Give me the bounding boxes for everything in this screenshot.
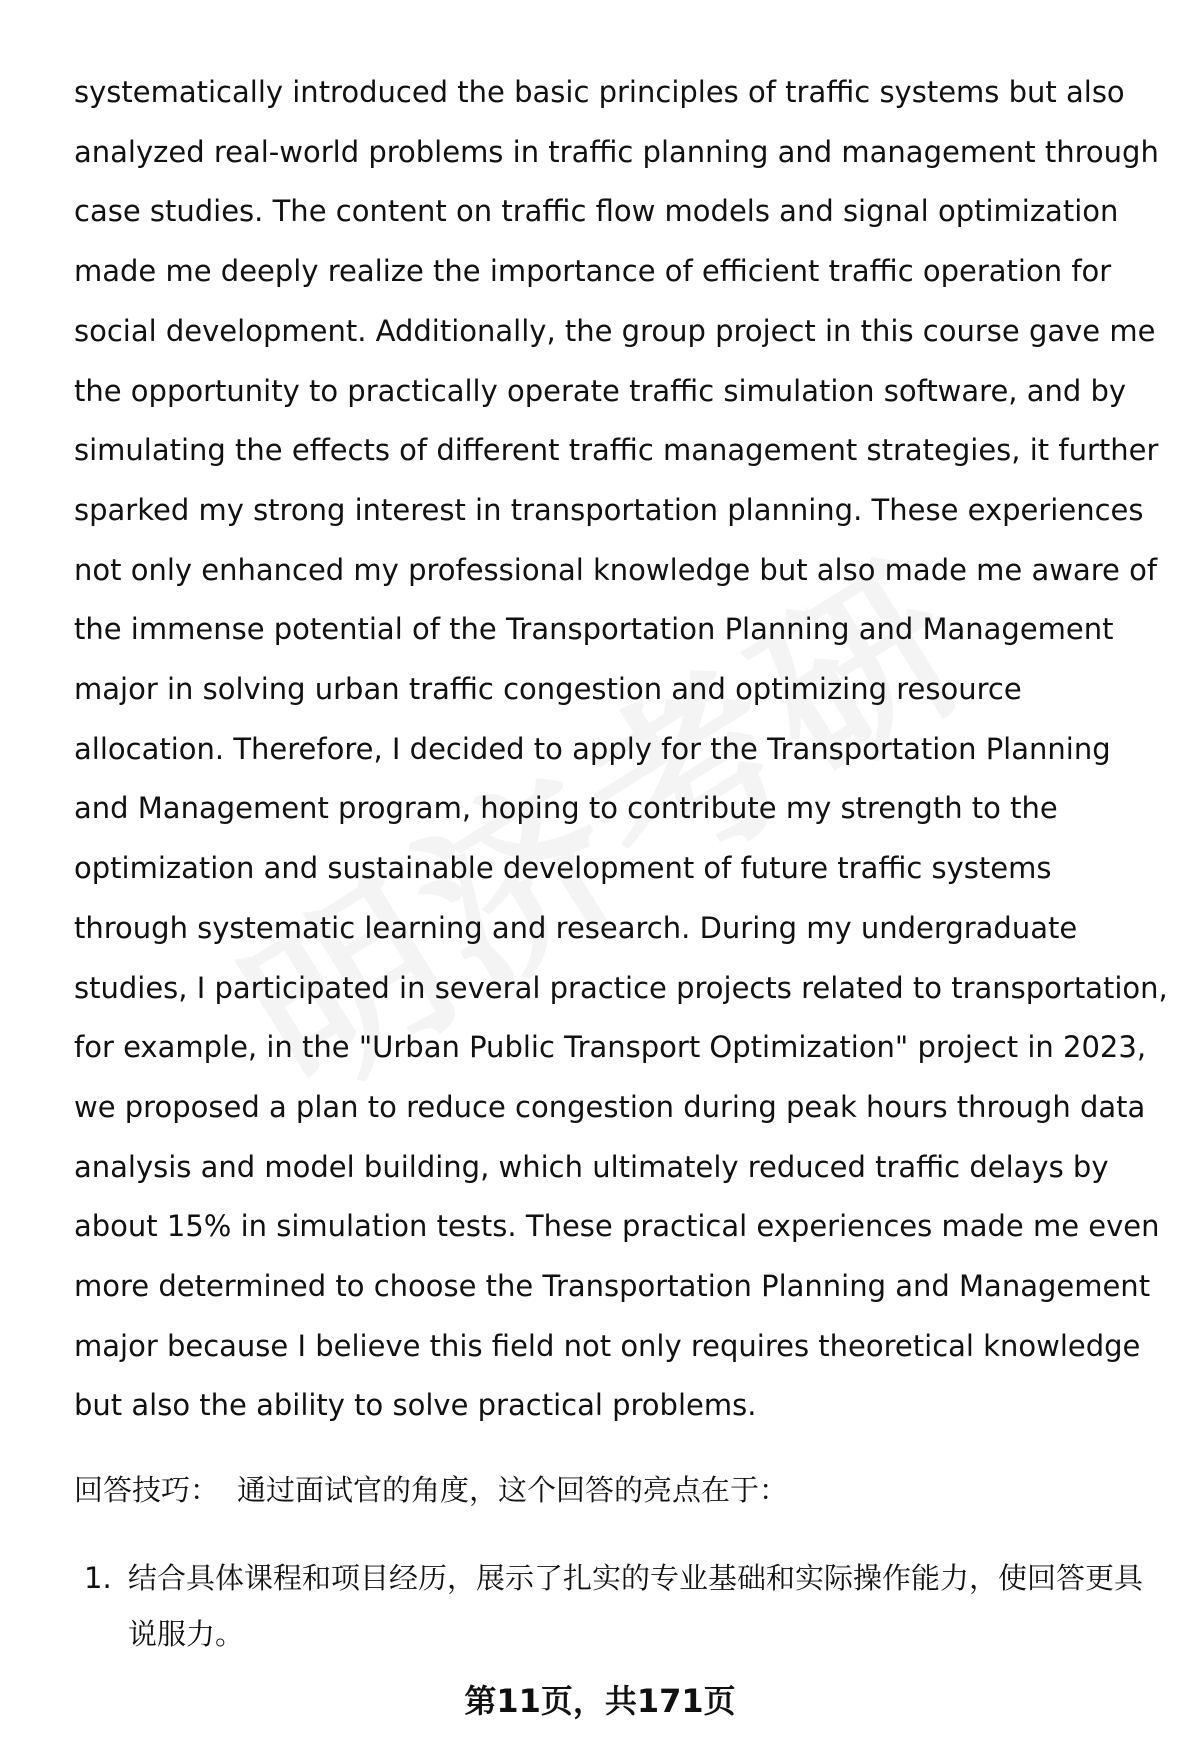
- body-paragraph: systematically introduced the basic principles of traffic systems but also analyzed real-world problems in traffic planning and management through case studies. The content on traffic flow models and signal optimization made me deeply realize the importance of efficient traffic operation for social development. Additionally, the group project in this course gave me the opportunity to practically operate traffic simulation software, and by simulating the effects of different traffic management strategies, it further sparked my strong interest in transportation planning. These experiences not only enhanced my professional knowledge but also made me aware of the immense potential of the Transportation Planning and Management major in solving urban traffic congestion and optimizing resource allocation. Therefore, I decided to apply for the Transportation Planning and Management program, hoping to contribute my strength to the optimization and sustainable development of future traffic systems through systematic learning and research. During my undergraduate studies, I participated in several practice projects related to transportation, for example, in the "Urban Public Transport Optimization" project in 2023, we proposed a plan to reduce congestion during peak hours through data analysis and model building, which ultimately reduced traffic delays by about 15% in simulation tests. These practical experiences made me even more determined to choose the Transportation Planning and Management major because I believe this field not only requires theoretical knowledge but also the ability to solve practical problems.: [74, 75, 1168, 1423]
- tips-heading: [74, 1462, 1134, 1518]
- tips-list: [84, 1550, 1144, 1662]
- list-item: [84, 1550, 1144, 1662]
- list-item-number: 1.: [84, 1561, 112, 1595]
- list-item-text: 结合具体课程和项目经历，展示了扎实的专业基础和实际操作能力，使回答更具说服力。: [128, 1561, 1144, 1651]
- page-footer: 第11页，共171页: [464, 1682, 736, 1720]
- tips-label: 回答技巧：: [74, 1473, 220, 1507]
- tips-intro: 通过面试官的角度，这个回答的亮点在于：: [237, 1473, 789, 1507]
